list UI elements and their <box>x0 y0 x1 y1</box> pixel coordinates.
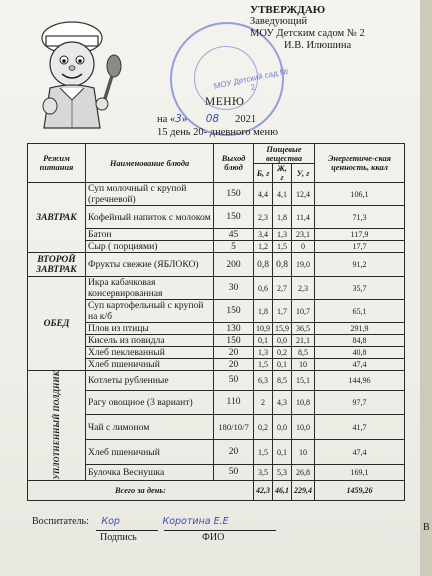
dish-energy: 17,7 <box>315 241 405 253</box>
dish-yield: 200 <box>214 253 254 277</box>
dish-energy: 35,7 <box>315 277 405 300</box>
menu-title: МЕНЮ <box>205 96 245 108</box>
dish-protein: 0,2 <box>254 415 273 440</box>
organization-name: МОУ Детским садом № 2 <box>250 28 365 39</box>
dish-fat: 0,1 <box>273 359 292 371</box>
dish-carb: 11,4 <box>292 206 315 229</box>
dish-fat: 4,3 <box>273 390 292 415</box>
dish-yield: 150 <box>214 300 254 323</box>
dish-name: Сыр ( порциями) <box>86 241 214 253</box>
dish-protein: 10,9 <box>254 323 273 335</box>
dish-fat: 0,2 <box>273 347 292 359</box>
table-row <box>28 371 405 391</box>
approval-block <box>250 4 365 52</box>
dish-energy: 169,1 <box>315 465 405 480</box>
dish-name: Суп молочный с крупой (гречневой) <box>86 183 214 206</box>
dish-energy: 47,4 <box>315 440 405 465</box>
dish-fat: 1,5 <box>273 241 292 253</box>
stamp-text: МОУ Детский сад № 2 <box>213 66 290 93</box>
dish-yield: 150 <box>214 183 254 206</box>
table-row <box>28 183 405 206</box>
meal-lunch: ОБЕД <box>28 277 86 371</box>
dish-yield: 20 <box>214 359 254 371</box>
dish-name: Хлеб пеклеванный <box>86 347 214 359</box>
date-year: 2021 <box>235 114 257 125</box>
total-fat: 46,1 <box>273 480 292 500</box>
dish-protein: 2 <box>254 390 273 415</box>
dish-protein: 3,5 <box>254 465 273 480</box>
educator-fio: Коротина Е.Е <box>162 516 229 527</box>
dish-energy: 106,1 <box>315 183 405 206</box>
dish-energy: 40,8 <box>315 347 405 359</box>
dish-carb: 36,5 <box>292 323 315 335</box>
dish-name: Плов из птицы <box>86 323 214 335</box>
dish-protein: 1,3 <box>254 347 273 359</box>
dish-fat: 1,7 <box>273 300 292 323</box>
dish-protein: 0,8 <box>254 253 273 277</box>
dish-name: Икра кабачковая консервированная <box>86 277 214 300</box>
dish-carb: 10,7 <box>292 300 315 323</box>
dish-carb: 8,5 <box>292 347 315 359</box>
dish-carb: 12,4 <box>292 183 315 206</box>
header-meal: Режим питания <box>28 144 86 183</box>
dish-carb: 2,3 <box>292 277 315 300</box>
dish-protein: 4,4 <box>254 183 273 206</box>
dish-name: Суп картофельный с крупой на к/б <box>86 300 214 323</box>
educator-signature-line <box>32 516 229 527</box>
total-label: Всего за день: <box>28 480 254 500</box>
dish-name: Хлеб пшеничный <box>86 359 214 371</box>
dish-fat: 0,0 <box>273 335 292 347</box>
dish-name: Рагу овощное (3 вариант) <box>86 390 214 415</box>
dish-fat: 1,3 <box>273 229 292 241</box>
date-prefix: на « <box>157 114 176 125</box>
dish-yield: 45 <box>214 229 254 241</box>
dish-protein: 3,4 <box>254 229 273 241</box>
meal-afternoon-snack-label: УПЛОТНЕННЫЙ ПОЛДНИК <box>52 371 61 480</box>
menu-date <box>157 113 256 125</box>
dish-protein: 1,5 <box>254 359 273 371</box>
dish-fat: 0,1 <box>273 440 292 465</box>
dish-protein: 1,5 <box>254 440 273 465</box>
dish-energy: 84,8 <box>315 335 405 347</box>
dish-name: Батон <box>86 229 214 241</box>
dish-yield: 180/10/7 <box>214 415 254 440</box>
dish-protein: 6,3 <box>254 371 273 391</box>
adjacent-sheet-letter: В <box>423 522 430 533</box>
dish-carb: 19,0 <box>292 253 315 277</box>
dish-yield: 5 <box>214 241 254 253</box>
header-dish: Наименование блюда <box>86 144 214 183</box>
signature-underline <box>96 530 158 531</box>
header-fat: Ж, г <box>273 164 292 183</box>
dish-fat: 2,7 <box>273 277 292 300</box>
dish-protein: 0,6 <box>254 277 273 300</box>
chef-boy-illustration <box>22 8 132 136</box>
table-row <box>28 277 405 300</box>
dish-energy: 291,9 <box>315 323 405 335</box>
dish-protein: 1,8 <box>254 300 273 323</box>
fio-caption: ФИО <box>202 532 225 543</box>
dish-name: Чай с лимоном <box>86 415 214 440</box>
dish-name: Булочка Веснушка <box>86 465 214 480</box>
dish-carb: 10 <box>292 359 315 371</box>
dish-yield: 20 <box>214 347 254 359</box>
dish-carb: 10,0 <box>292 415 315 440</box>
dish-fat: 0,8 <box>273 253 292 277</box>
table-row <box>28 253 405 277</box>
header-energy: Энергетиче-ская ценность, ккал <box>315 144 405 183</box>
dish-name: Хлеб пшеничный <box>86 440 214 465</box>
dish-energy: 144,96 <box>315 371 405 391</box>
total-row <box>28 480 405 500</box>
dish-energy: 97,7 <box>315 390 405 415</box>
total-carb: 229,4 <box>292 480 315 500</box>
header-protein: Б, г <box>254 164 273 183</box>
date-mid: » <box>181 114 190 125</box>
dish-fat: 5,3 <box>273 465 292 480</box>
dish-energy: 41,7 <box>315 415 405 440</box>
header-yield: Выход блюд <box>214 144 254 183</box>
menu-table <box>27 143 405 501</box>
meal-afternoon-snack <box>28 371 86 481</box>
fio-underline <box>164 530 276 531</box>
meal-breakfast: ЗАВТРАК <box>28 183 86 253</box>
dish-yield: 110 <box>214 390 254 415</box>
dish-yield: 50 <box>214 465 254 480</box>
date-day: 3 <box>175 113 182 125</box>
header-carb: У, г <box>292 164 315 183</box>
dish-name: Кисель из повидла <box>86 335 214 347</box>
header-nutrients: Пищевые вещества <box>254 144 315 164</box>
dish-name: Котлеты рубленные <box>86 371 214 391</box>
dish-fat: 4,1 <box>273 183 292 206</box>
dish-energy: 117,9 <box>315 229 405 241</box>
dish-yield: 150 <box>214 335 254 347</box>
dish-carb: 10,8 <box>292 390 315 415</box>
dish-carb: 23,1 <box>292 229 315 241</box>
dish-energy: 91,2 <box>315 253 405 277</box>
dish-fat: 15,9 <box>273 323 292 335</box>
dish-fat: 8,5 <box>273 371 292 391</box>
dish-fat: 1,8 <box>273 206 292 229</box>
dish-fat: 0,0 <box>273 415 292 440</box>
educator-signature: Кор <box>101 516 120 527</box>
manager-name: И.В. Илюшина <box>284 40 352 51</box>
dish-carb: 21,1 <box>292 335 315 347</box>
dish-name: Кофейный напиток с молоком <box>86 206 214 229</box>
dish-yield: 30 <box>214 277 254 300</box>
dish-yield: 20 <box>214 440 254 465</box>
adjacent-sheet-edge <box>420 0 432 576</box>
dish-yield: 150 <box>214 206 254 229</box>
dish-yield: 50 <box>214 371 254 391</box>
dish-carb: 26,8 <box>292 465 315 480</box>
total-energy: 1459,26 <box>315 480 405 500</box>
date-month: 08 <box>205 113 220 125</box>
total-protein: 42,3 <box>254 480 273 500</box>
dish-protein: 0,1 <box>254 335 273 347</box>
dish-name: Фрукты свежие (ЯБЛОКО) <box>86 253 214 277</box>
approve-title: УТВЕРЖДАЮ <box>250 4 326 16</box>
meal-second-breakfast: ВТОРОЙ ЗАВТРАК <box>28 253 86 277</box>
educator-label: Воспитатель: <box>32 516 89 527</box>
dish-protein: 2,3 <box>254 206 273 229</box>
header-row <box>28 144 405 164</box>
dish-yield: 130 <box>214 323 254 335</box>
dish-protein: 1,2 <box>254 241 273 253</box>
dish-energy: 47,4 <box>315 359 405 371</box>
manager-title: Заведующий <box>250 16 308 27</box>
sign-caption: Подпись <box>100 532 137 543</box>
dish-energy: 71,3 <box>315 206 405 229</box>
dish-carb: 10 <box>292 440 315 465</box>
dish-carb: 15,1 <box>292 371 315 391</box>
dish-energy: 65,1 <box>315 300 405 323</box>
dish-carb: 0 <box>292 241 315 253</box>
day-line: 15 день 20- дневного меню <box>157 127 278 138</box>
